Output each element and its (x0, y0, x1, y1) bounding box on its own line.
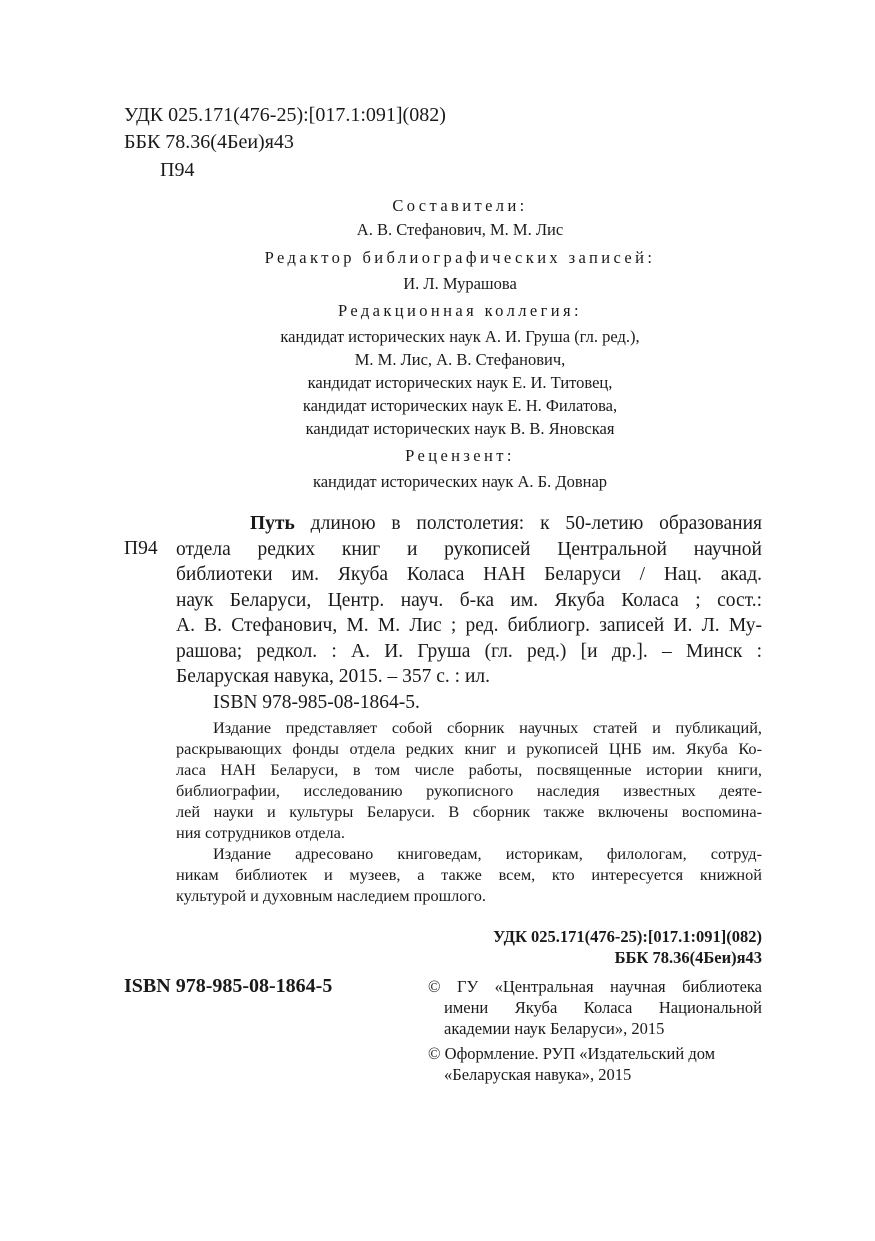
board-member: кандидат исторических наук Е. И. Титовец, (307, 373, 613, 392)
board-member: кандидат исторических наук В. В. Яновская (305, 419, 615, 438)
compilers-heading: Составители: (392, 196, 528, 215)
annotation-line: раскрывающих фонды отдела редких книг и рукописей ЦНБ им. Якуба Ко- (176, 739, 762, 758)
description-line: отдела редких книг и рукописей Центральной научной (176, 538, 762, 560)
copyright-line: академии наук Беларуси», 2015 (444, 1019, 665, 1038)
board-member: М. М. Лис, А. В. Стефанович, (354, 350, 566, 369)
udk-code: УДК 025.171(476-25):[017.1:091](082) (124, 104, 446, 126)
annotation-line: лей науки и культуры Беларуси. В сборник также включены воспомина- (176, 802, 762, 821)
editor-heading: Редактор библиографических записей: (264, 248, 656, 267)
description-line: наук Беларуси, Центр. науч. б-ка им. Якуба Коласа ; сост.: (176, 589, 762, 611)
title-rest: длиною в полстолетия: к 50-летию образования (310, 513, 763, 534)
annotation-line: культурой и духовным наследием прошлого. (176, 886, 486, 905)
author-mark: П94 (160, 159, 195, 181)
annotation-line: библиографии, исследованию рукописного наследия известных деяте- (176, 781, 762, 800)
reviewer-name: кандидат исторических наук А. Б. Довнар (312, 472, 608, 491)
annotation-line: Издание представляет собой сборник научных статей и публикаций, (213, 718, 762, 737)
bibliographic-description (176, 511, 762, 715)
footer-bbk: ББК 78.36(4Беи)я43 (614, 948, 762, 967)
title-word: Путь (250, 513, 295, 534)
board-member: кандидат исторических наук Е. Н. Филатова, (302, 396, 618, 415)
reviewer-heading: Рецензент: (405, 446, 515, 465)
annotation-line: ния сотрудников отдела. (176, 823, 345, 842)
footer-udk: УДК 025.171(476-25):[017.1:091](082) (493, 927, 762, 946)
board-heading: Редакционная коллегия: (338, 301, 582, 320)
description-mark: П94 (124, 538, 158, 559)
description-line (176, 511, 762, 537)
footer-classification (493, 926, 762, 968)
board-member: кандидат исторических наук А. И. Груша (гл. ред.), (280, 327, 640, 346)
annotation-line: Издание адресовано книговедам, историкам, филологам, сотруд- (213, 844, 762, 863)
description-line: библиотеки им. Якуба Коласа НАН Беларуси / Нац. акад. (176, 564, 762, 585)
description-line: Беларуская навука, 2015. – 357 с. : ил. (176, 666, 491, 687)
annotation-line: никам библиотек и музеев, а также всем, кто интересуется книжной (176, 865, 762, 884)
description-line: рашова; редкол. : А. И. Груша (гл. ред.) [и др.]. – Минск : (176, 640, 762, 662)
editor-name: И. Л. Мурашова (403, 274, 517, 293)
annotation (176, 717, 762, 906)
copyright-line: © Оформление. РУП «Издательский дом (428, 1044, 716, 1063)
description-line: А. В. Стефанович, М. М. Лис ; ред. библиогр. записей И. Л. Му- (176, 615, 762, 636)
copyright-line: «Беларуская навука», 2015 (444, 1065, 632, 1084)
annotation-line: ласа НАН Беларуси, в том числе работы, посвященные истории книги, (176, 760, 762, 779)
footer-isbn: ISBN 978-985-08-1864-5 (124, 975, 333, 997)
compilers-names: А. В. Стефанович, М. М. Лис (356, 220, 564, 239)
isbn-line: ISBN 978-985-08-1864-5. (213, 691, 420, 713)
bbk-code: ББК 78.36(4Беи)я43 (124, 131, 294, 153)
copyright-line: © ГУ «Центральная научная библиотека (428, 977, 762, 996)
copyright-line: имени Якуба Коласа Национальной (444, 998, 762, 1017)
copyright-block (428, 976, 762, 1085)
